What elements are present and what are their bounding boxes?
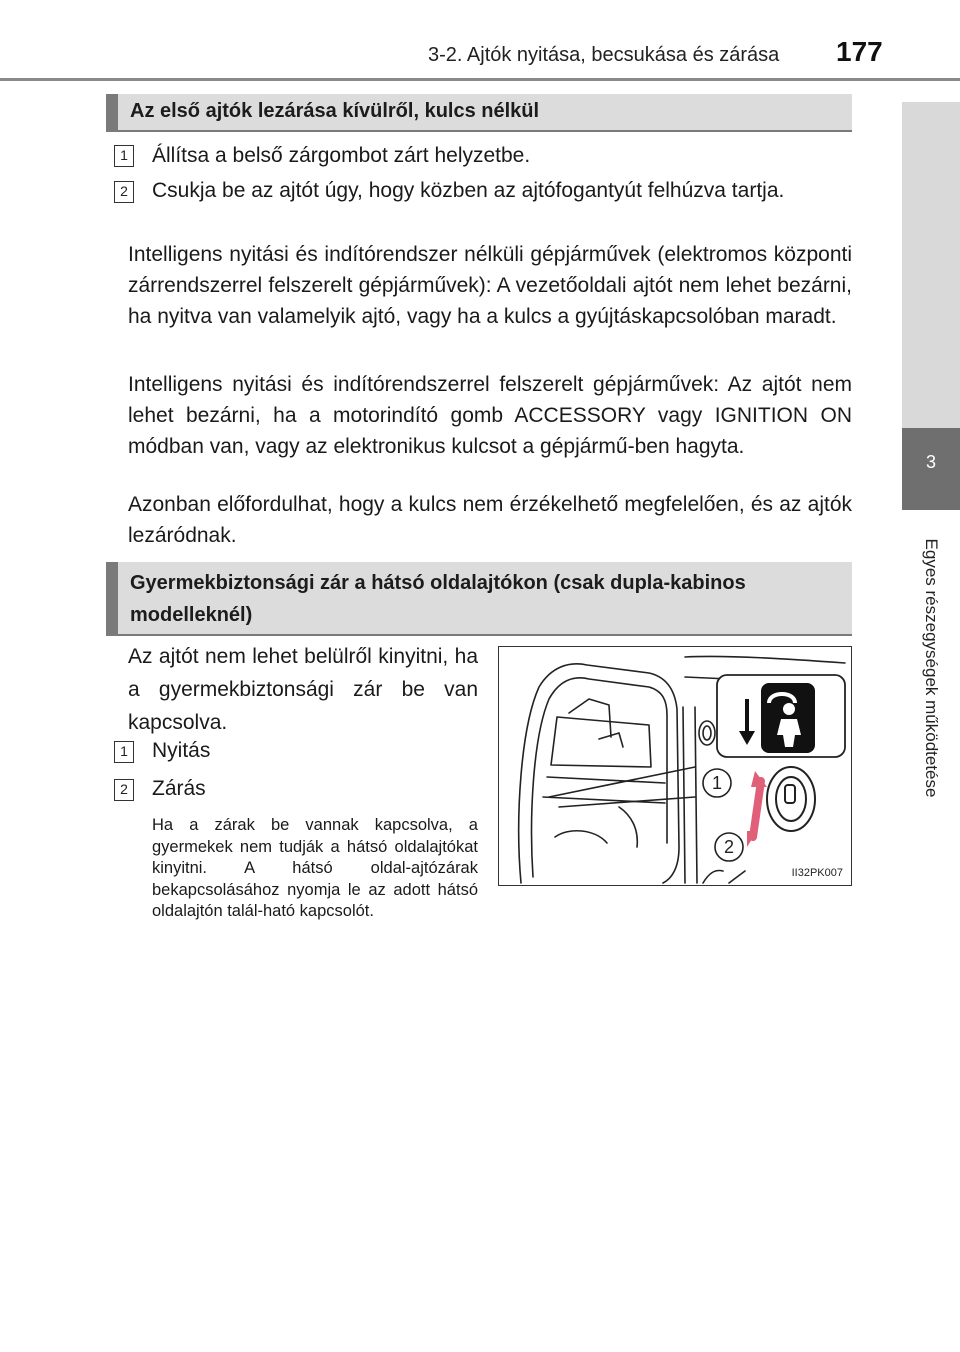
chapter-label: Egyes részegységek működtetése [922,538,941,798]
step-2-text: Csukja be az ajtót úgy, hogy közben az ajtófogantyút felhúzva tartja. [152,179,785,202]
chapter-tab-bar [902,102,960,428]
child-lock-illustration [498,646,852,886]
section-heading-child-lock: Gyermekbiztonsági zár a hátsó oldalajtókon (csak dupla-kabinos modelleknél) [106,562,852,636]
page-number: 177 [836,36,883,67]
child-lock-note: Ha a zárak be vannak kapcsolva, a gyermekek nem tudják a hátsó oldalajtókat kinyitni. A hátsó oldal-ajtózárak bekapcsolásához nyomja le az adott hátsó oldalajtón talál-ható kapcsolót. [152,816,478,920]
paragraph-key-detection: Azonban előfordulhat, hogy a kulcs nem érzékelhető megfelelően, és az ajtók lezáródnak. [128,493,852,547]
callout-2: 2 [723,837,735,857]
item-open-label: Nyitás [152,739,211,762]
child-lock-intro: Az ajtót nem lehet belülről kinyitni, ha a gyermekbiztonsági zár be van kapcsolva. [128,645,478,734]
section-heading-lock-without-key: Az első ajtók lezárása kívülről, kulcs nélkül [106,94,852,132]
door-drawing [499,647,850,884]
figure-code: II32PK007 [791,867,843,879]
step-1-text: Állítsa a belső zárgombot zárt helyzetbe. [152,144,531,167]
step-number-badge: 1 [114,145,134,167]
running-header-title: 3-2. Ajtók nyitása, becsukása és zárása [428,44,780,66]
item-number-badge: 2 [114,779,134,801]
chapter-number: 3 [925,452,936,472]
step-number-badge: 2 [114,181,134,203]
item-lock-label: Zárás [152,777,206,800]
header-rule [0,78,960,81]
lock-lever [747,767,815,847]
paragraph-no-smart-key: Intelligens nyitási és indítórendszer nélküli gépjárművek (elektromos központi zárrendszerrel felszerelt gépjárművek): A vezetőoldali ajtót nem lehet bezárni, ha nyitva van valamelyik ajtó, vagy ha a kulcs a gyújtáskapcsolóban maradt. [128,243,852,328]
paragraph-smart-key: Intelligens nyitási és indítórendszerrel felszerelt gépjárművek: Az ajtót nem lehet bezárni, ha a motorindító gomb ACCESSORY vagy IGNITION ON módban van, vagy az elektronikus kulcsot a gépjármű-ben hagyta. [128,373,852,458]
child-lock-icon [717,675,845,757]
callout-1: 1 [711,773,723,793]
item-number-badge: 1 [114,741,134,763]
